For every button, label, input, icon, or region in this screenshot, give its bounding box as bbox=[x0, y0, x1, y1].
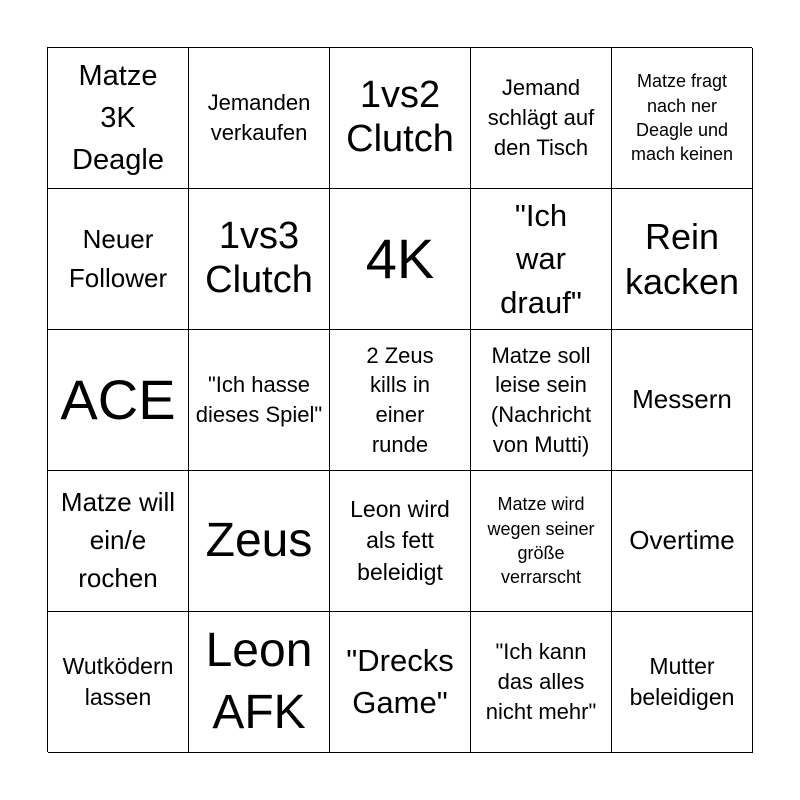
bingo-cell[interactable] bbox=[330, 330, 471, 471]
cell-label: Matze fragt nach ner Deagle und mach keinen bbox=[630, 71, 734, 165]
cell-label: 1vs3 Clutch bbox=[205, 215, 313, 301]
cell-label: Leon wird als fett beleidigt bbox=[350, 496, 450, 585]
cell-label: 1vs2 Clutch bbox=[346, 74, 454, 160]
bingo-cell[interactable] bbox=[189, 189, 330, 330]
cell-label: Zeus bbox=[205, 513, 313, 567]
cell-label: Matze soll leise sein (Nachricht von Mutti) bbox=[490, 342, 592, 457]
bingo-cell[interactable] bbox=[330, 612, 471, 753]
bingo-cell[interactable] bbox=[612, 189, 753, 330]
cell-label: Mutter beleidigen bbox=[629, 652, 735, 710]
cell-label: "Ich hasse dieses Spiel" bbox=[195, 372, 323, 427]
bingo-cell[interactable] bbox=[189, 330, 330, 471]
bingo-cell[interactable] bbox=[330, 471, 471, 612]
cell-label: Matze 3K Deagle bbox=[72, 59, 164, 177]
bingo-cell[interactable] bbox=[48, 471, 189, 612]
cell-label: ACE bbox=[60, 368, 176, 432]
bingo-cell[interactable] bbox=[330, 189, 471, 330]
bingo-cell[interactable] bbox=[612, 48, 753, 189]
bingo-cell[interactable] bbox=[189, 612, 330, 753]
cell-label: Jemand schlägt auf den Tisch bbox=[487, 75, 595, 160]
cell-label: Wutködern lassen bbox=[62, 652, 174, 710]
bingo-cell[interactable] bbox=[48, 330, 189, 471]
bingo-cell[interactable] bbox=[189, 471, 330, 612]
cell-label: "Drecks Game" bbox=[346, 643, 454, 720]
bingo-cell[interactable] bbox=[48, 612, 189, 753]
cell-label: "Ich kann das alles nicht mehr" bbox=[485, 639, 597, 724]
bingo-cell[interactable] bbox=[189, 48, 330, 189]
bingo-cell[interactable] bbox=[612, 330, 753, 471]
bingo-cell[interactable] bbox=[471, 612, 612, 753]
cell-label: Messern bbox=[632, 384, 732, 415]
bingo-cell[interactable] bbox=[471, 471, 612, 612]
cell-label: "Ich war drauf" bbox=[500, 197, 582, 320]
bingo-cell[interactable] bbox=[471, 330, 612, 471]
cell-label: Rein kacken bbox=[624, 216, 740, 302]
cell-label: 4K bbox=[365, 227, 435, 291]
cell-label: Jemanden verkaufen bbox=[207, 90, 311, 145]
cell-label: 2 Zeus kills in einer runde bbox=[366, 342, 434, 457]
cell-label: Matze wird wegen seiner größe verrarscht bbox=[487, 494, 595, 588]
bingo-cell[interactable] bbox=[471, 48, 612, 189]
bingo-cell[interactable] bbox=[48, 48, 189, 189]
cell-label: Neuer Follower bbox=[68, 224, 168, 293]
cell-label: Overtime bbox=[629, 525, 735, 556]
bingo-cell[interactable] bbox=[612, 612, 753, 753]
bingo-cell[interactable] bbox=[48, 189, 189, 330]
bingo-cell[interactable] bbox=[471, 189, 612, 330]
bingo-cell[interactable] bbox=[330, 48, 471, 189]
bingo-cell[interactable] bbox=[612, 471, 753, 612]
bingo-board bbox=[47, 47, 752, 752]
cell-label: Leon AFK bbox=[205, 623, 313, 739]
cell-label: Matze will ein/e rochen bbox=[60, 487, 176, 593]
